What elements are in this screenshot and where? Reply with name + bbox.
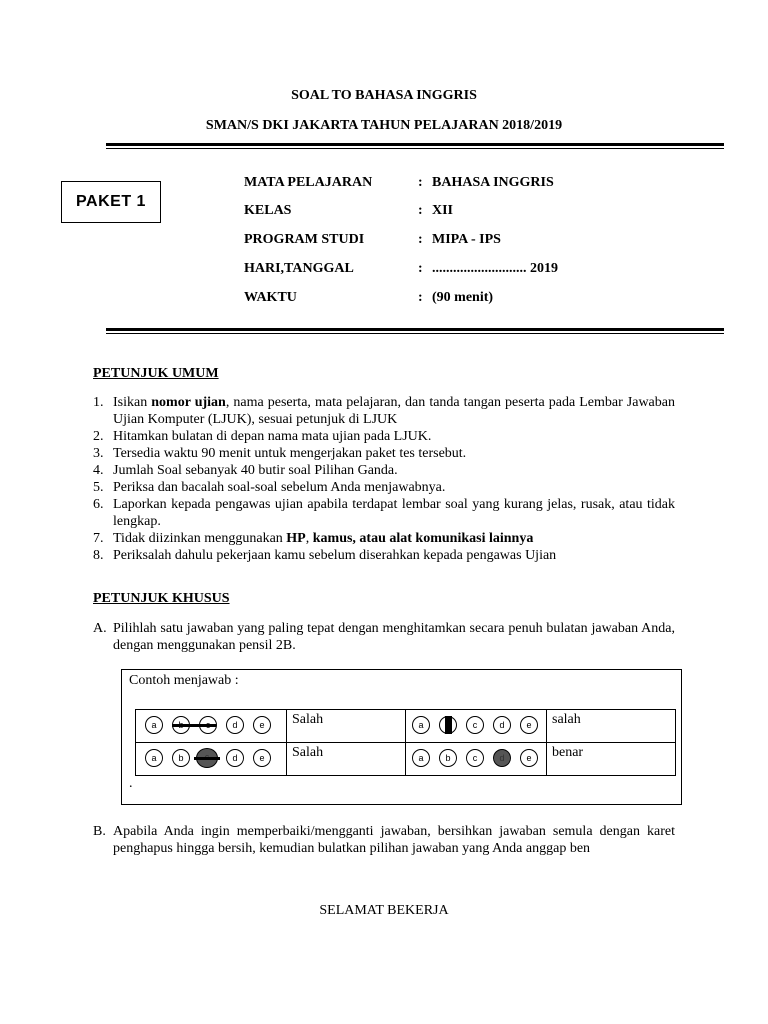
bubble-e: e bbox=[520, 749, 538, 767]
special-instructions-heading: PETUNJUK KHUSUS bbox=[93, 591, 230, 606]
example-table bbox=[135, 709, 676, 776]
example-label-2: salah bbox=[547, 710, 676, 743]
answer-example-box bbox=[121, 669, 682, 805]
example-label-4: benar bbox=[547, 743, 676, 776]
bubble-d: d bbox=[226, 716, 244, 734]
bubble-a: a bbox=[145, 749, 163, 767]
list-item: 7. Tidak diizinkan menggunakan HP, kamus, atau alat komunikasi lainnya bbox=[93, 531, 534, 546]
meta-row-time: WAKTU : (90 menit) bbox=[244, 290, 494, 305]
bubble-d: d bbox=[493, 716, 511, 734]
list-item: 5. Periksa dan bacalah soal-soal sebelum Anda menjawabnya. bbox=[93, 480, 446, 495]
example-label-3: Salah bbox=[287, 743, 406, 776]
list-item: 3. Tersedia waktu 90 menit untuk mengerjakan paket tes tersebut. bbox=[93, 446, 467, 461]
bubble-a: a bbox=[412, 749, 430, 767]
bubble-a: a bbox=[412, 716, 430, 734]
header-rule-bottom bbox=[106, 328, 724, 334]
meta-row-class: KELAS : XII bbox=[244, 203, 454, 218]
example-title: Contoh menjawab : bbox=[129, 673, 239, 688]
header-rule-top bbox=[106, 143, 724, 149]
bubble-c: c bbox=[466, 749, 484, 767]
example-bubbles-3 bbox=[136, 743, 287, 776]
doc-subtitle: SMAN/S DKI JAKARTA TAHUN PELAJARAN 2018/2019 bbox=[205, 118, 563, 133]
meta-row-program: PROGRAM STUDI : MIPA - IPS bbox=[244, 232, 501, 247]
bubble-b: b bbox=[439, 749, 457, 767]
example-bubbles-1 bbox=[136, 710, 287, 743]
bubble-b-half bbox=[439, 716, 457, 734]
instruction-a: A. Pilihlah satu jawaban yang paling tepat dengan menghitamkan secara penuh bulatan jawaban Anda, dengan menggunakan pensil 2B. bbox=[93, 621, 675, 653]
bubble-d: d bbox=[226, 749, 244, 767]
example-bubbles-2 bbox=[406, 710, 547, 743]
example-label-1: Salah bbox=[287, 710, 406, 743]
doc-title: SOAL TO BAHASA INGGRIS bbox=[291, 88, 477, 103]
general-instructions-heading: PETUNJUK UMUM bbox=[93, 366, 219, 381]
instruction-b: B. Apabila Anda ingin memperbaiki/mengganti jawaban, bersihkan jawaban semula dengan karet penghapus hingga bersih, kemudian bulatkan pilihan jawaban yang Anda anggap ben bbox=[93, 824, 675, 856]
paket-box: PAKET 1 bbox=[61, 181, 161, 223]
list-item: 8. Periksalah dahulu pekerjaan kamu sebelum diserahkan kepada pengawas Ujian bbox=[93, 548, 557, 563]
list-item: 6. Laporkan kepada pengawas ujian apabila terdapat lembar soal yang kurang jelas, rusak, atau tidak lengkap. bbox=[93, 497, 675, 529]
bubble-c: c bbox=[466, 716, 484, 734]
bubble-a: a bbox=[145, 716, 163, 734]
example-bubbles-4 bbox=[406, 743, 547, 776]
list-item: 4. Jumlah Soal sebanyak 40 butir soal Pilihan Ganda. bbox=[93, 463, 398, 478]
bubble-e: e bbox=[253, 749, 271, 767]
list-item: 1. Isikan nomor ujian, nama peserta, mata pelajaran, dan tanda tangan peserta pada Lembar Jawaban Ujian Komputer (LJUK), sesuai petunjuk di LJUK bbox=[93, 395, 675, 427]
bubble-b: b bbox=[172, 749, 190, 767]
general-instructions-list bbox=[93, 394, 675, 564]
bubble-d-filled: d bbox=[493, 749, 511, 767]
closing-text: SELAMAT BEKERJA bbox=[319, 903, 449, 918]
strike-mark bbox=[172, 724, 216, 727]
list-item: 2. Hitamkan bulatan di depan nama mata ujian pada LJUK. bbox=[93, 429, 432, 444]
example-footnote: . bbox=[129, 776, 133, 791]
meta-row-subject: MATA PELAJARAN : BAHASA INGGRIS bbox=[244, 175, 554, 190]
meta-row-date: HARI,TANGGAL : ........................... 2019 bbox=[244, 261, 558, 276]
bubble-e: e bbox=[520, 716, 538, 734]
strike-mark bbox=[194, 757, 220, 760]
bubble-e: e bbox=[253, 716, 271, 734]
